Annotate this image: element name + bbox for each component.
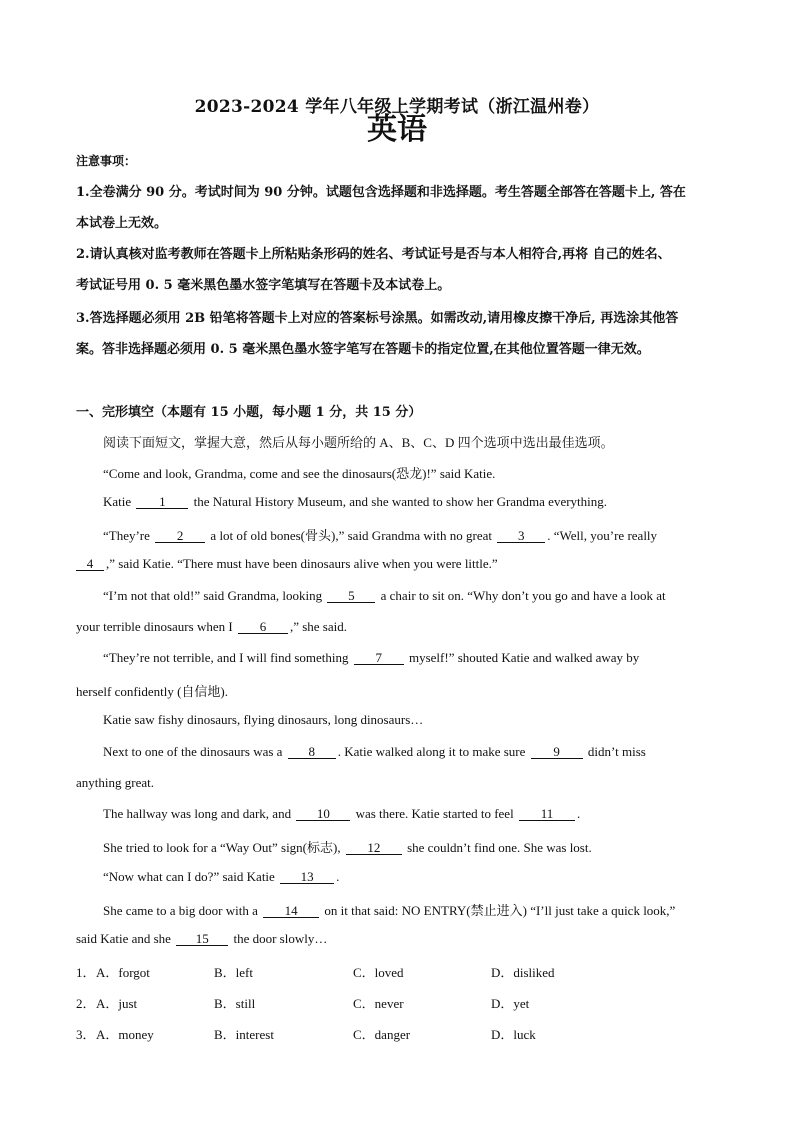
passage-text: your terrible dinosaurs when I — [76, 619, 233, 634]
passage-text: said Katie and she — [76, 931, 171, 946]
note-3-line-2: 案。答非选择题必须用 0. 5 毫米黑色墨水签字笔写在答题卡的指定位置,在其他位置答题一律无效。 — [76, 342, 650, 357]
passage-line — [103, 900, 675, 919]
section-instruction: 阅读下面短文，掌握大意，然后从每小题所给的 A、B、C、D 四个选项中选出最佳选项。 — [103, 435, 614, 450]
passage-line — [103, 744, 646, 760]
passage-line — [103, 588, 666, 604]
section-heading: 一、完形填空（本题有 15 小题，每小题 1 分，共 15 分） — [76, 405, 422, 420]
subject-label: 英语 — [367, 112, 427, 147]
passage-text: “They’re — [103, 528, 150, 543]
passage-line — [103, 650, 639, 666]
question-number: 3． — [76, 1027, 96, 1042]
blank-4: 4 — [76, 557, 104, 571]
subject-title — [0, 104, 794, 148]
option-b[interactable]: B．still — [214, 996, 256, 1011]
passage-line — [76, 619, 347, 635]
exam-title: 2023-2024 学年八年级上学期考试（浙江温州卷） — [194, 97, 600, 117]
passage-line — [103, 525, 657, 544]
passage-text: Next to one of the dinosaurs was a — [103, 744, 283, 759]
passage-line — [103, 837, 592, 856]
option-b[interactable]: B．left — [214, 965, 253, 980]
option-d[interactable]: D．luck — [491, 1027, 536, 1042]
option-a[interactable]: A．money — [96, 1027, 154, 1042]
passage-line — [103, 494, 607, 510]
passage-text: a lot of old bones(骨头),” said Grandma with no great — [210, 528, 493, 543]
note-1-line-2: 本试卷上无效。 — [76, 216, 168, 231]
blank-15: 15 — [176, 932, 228, 946]
option-c[interactable]: C．danger — [353, 1027, 411, 1042]
blank-12: 12 — [346, 841, 402, 855]
passage-text: . — [336, 869, 340, 884]
passage-line — [76, 556, 498, 572]
passage-text: on it that said: NO ENTRY(禁止进入) “I’ll just take a quick look,” — [324, 903, 676, 918]
passage-text: she couldn’t find one. She was lost. — [407, 840, 592, 855]
option-b[interactable]: B．interest — [214, 1027, 274, 1042]
question-number: 2． — [76, 996, 96, 1011]
option-d[interactable]: D．disliked — [491, 965, 555, 980]
passage-text: “I’m not that old!” said Grandma, looking — [103, 588, 323, 603]
passage-line — [103, 869, 339, 885]
passage-text: was there. Katie started to feel — [355, 806, 514, 821]
blank-6: 6 — [238, 620, 288, 634]
blank-3: 3 — [497, 529, 545, 543]
passage-line — [76, 931, 327, 947]
blank-14: 14 — [263, 904, 319, 918]
note-1-line-1: 1.全卷满分 90 分。考试时间为 90 分钟。试题包含选择题和非选择题。考生答题全部答在答题卡上, 答在 — [76, 185, 686, 200]
option-c[interactable]: C．never — [353, 996, 404, 1011]
passage-text: . Katie walked along it to make sure — [337, 744, 526, 759]
blank-7: 7 — [354, 651, 404, 665]
blank-8: 8 — [288, 745, 336, 759]
note-2-line-2: 考试证号用 0. 5 毫米黑色墨水签字笔填写在答题卡及本试卷上。 — [76, 278, 451, 293]
option-a[interactable]: A．forgot — [96, 965, 150, 980]
notes-heading: 注意事项： — [76, 154, 137, 168]
option-d[interactable]: D．yet — [491, 996, 530, 1011]
note-2-line-1: 2.请认真核对监考教师在答题卡上所粘贴条形码的姓名、考试证号是否与本人相符合,再将 自己的姓名、 — [76, 247, 671, 262]
passage-text: Katie — [103, 494, 132, 509]
passage-line — [103, 806, 580, 822]
blank-2: 2 — [155, 529, 205, 543]
passage-line: herself confidently (自信地). — [76, 684, 228, 699]
passage-text: ,” said Katie. “There must have been dinosaurs alive when you were little.” — [106, 556, 498, 571]
blank-11: 11 — [519, 807, 575, 821]
blank-13: 13 — [280, 870, 334, 884]
question-number: 1． — [76, 965, 96, 980]
passage-line: anything great. — [76, 775, 154, 790]
passage-text: “They’re not terrible, and I will find something — [103, 650, 349, 665]
passage-text: . “Well, you’re really — [547, 528, 658, 543]
passage-text: She tried to look for a “Way Out” sign(标志), — [103, 840, 341, 855]
passage-text: . — [576, 806, 581, 821]
passage-text: a chair to sit on. “Why don’t you go and have a look at — [380, 588, 666, 603]
option-c[interactable]: C．loved — [353, 965, 404, 980]
option-a[interactable]: A．just — [96, 996, 138, 1011]
passage-text: the Natural History Museum, and she wanted to show her Grandma everything. — [193, 494, 608, 509]
passage-text: ,” she said. — [289, 619, 347, 634]
passage-text: myself!” shouted Katie and walked away by — [408, 650, 640, 665]
passage-line: Katie saw fishy dinosaurs, flying dinosaurs, long dinosaurs… — [103, 712, 424, 727]
note-3-line-1: 3.答选择题必须用 2B 铅笔将答题卡上对应的答案标号涂黑。如需改动,请用橡皮擦干净后, 再选涂其他答 — [76, 311, 679, 326]
passage-text: She came to a big door with a — [103, 903, 258, 918]
blank-10: 10 — [296, 807, 350, 821]
passage-line: “Come and look, Grandma, come and see the dinosaurs(恐龙)!” said Katie. — [103, 466, 496, 481]
passage-text: “Now what can I do?” said Katie — [103, 869, 275, 884]
passage-text: The hallway was long and dark, and — [103, 806, 292, 821]
blank-9: 9 — [531, 745, 583, 759]
blank-1: 1 — [136, 495, 188, 509]
passage-text: didn’t miss — [587, 744, 646, 759]
passage-text: the door slowly… — [233, 931, 328, 946]
blank-5: 5 — [327, 589, 375, 603]
